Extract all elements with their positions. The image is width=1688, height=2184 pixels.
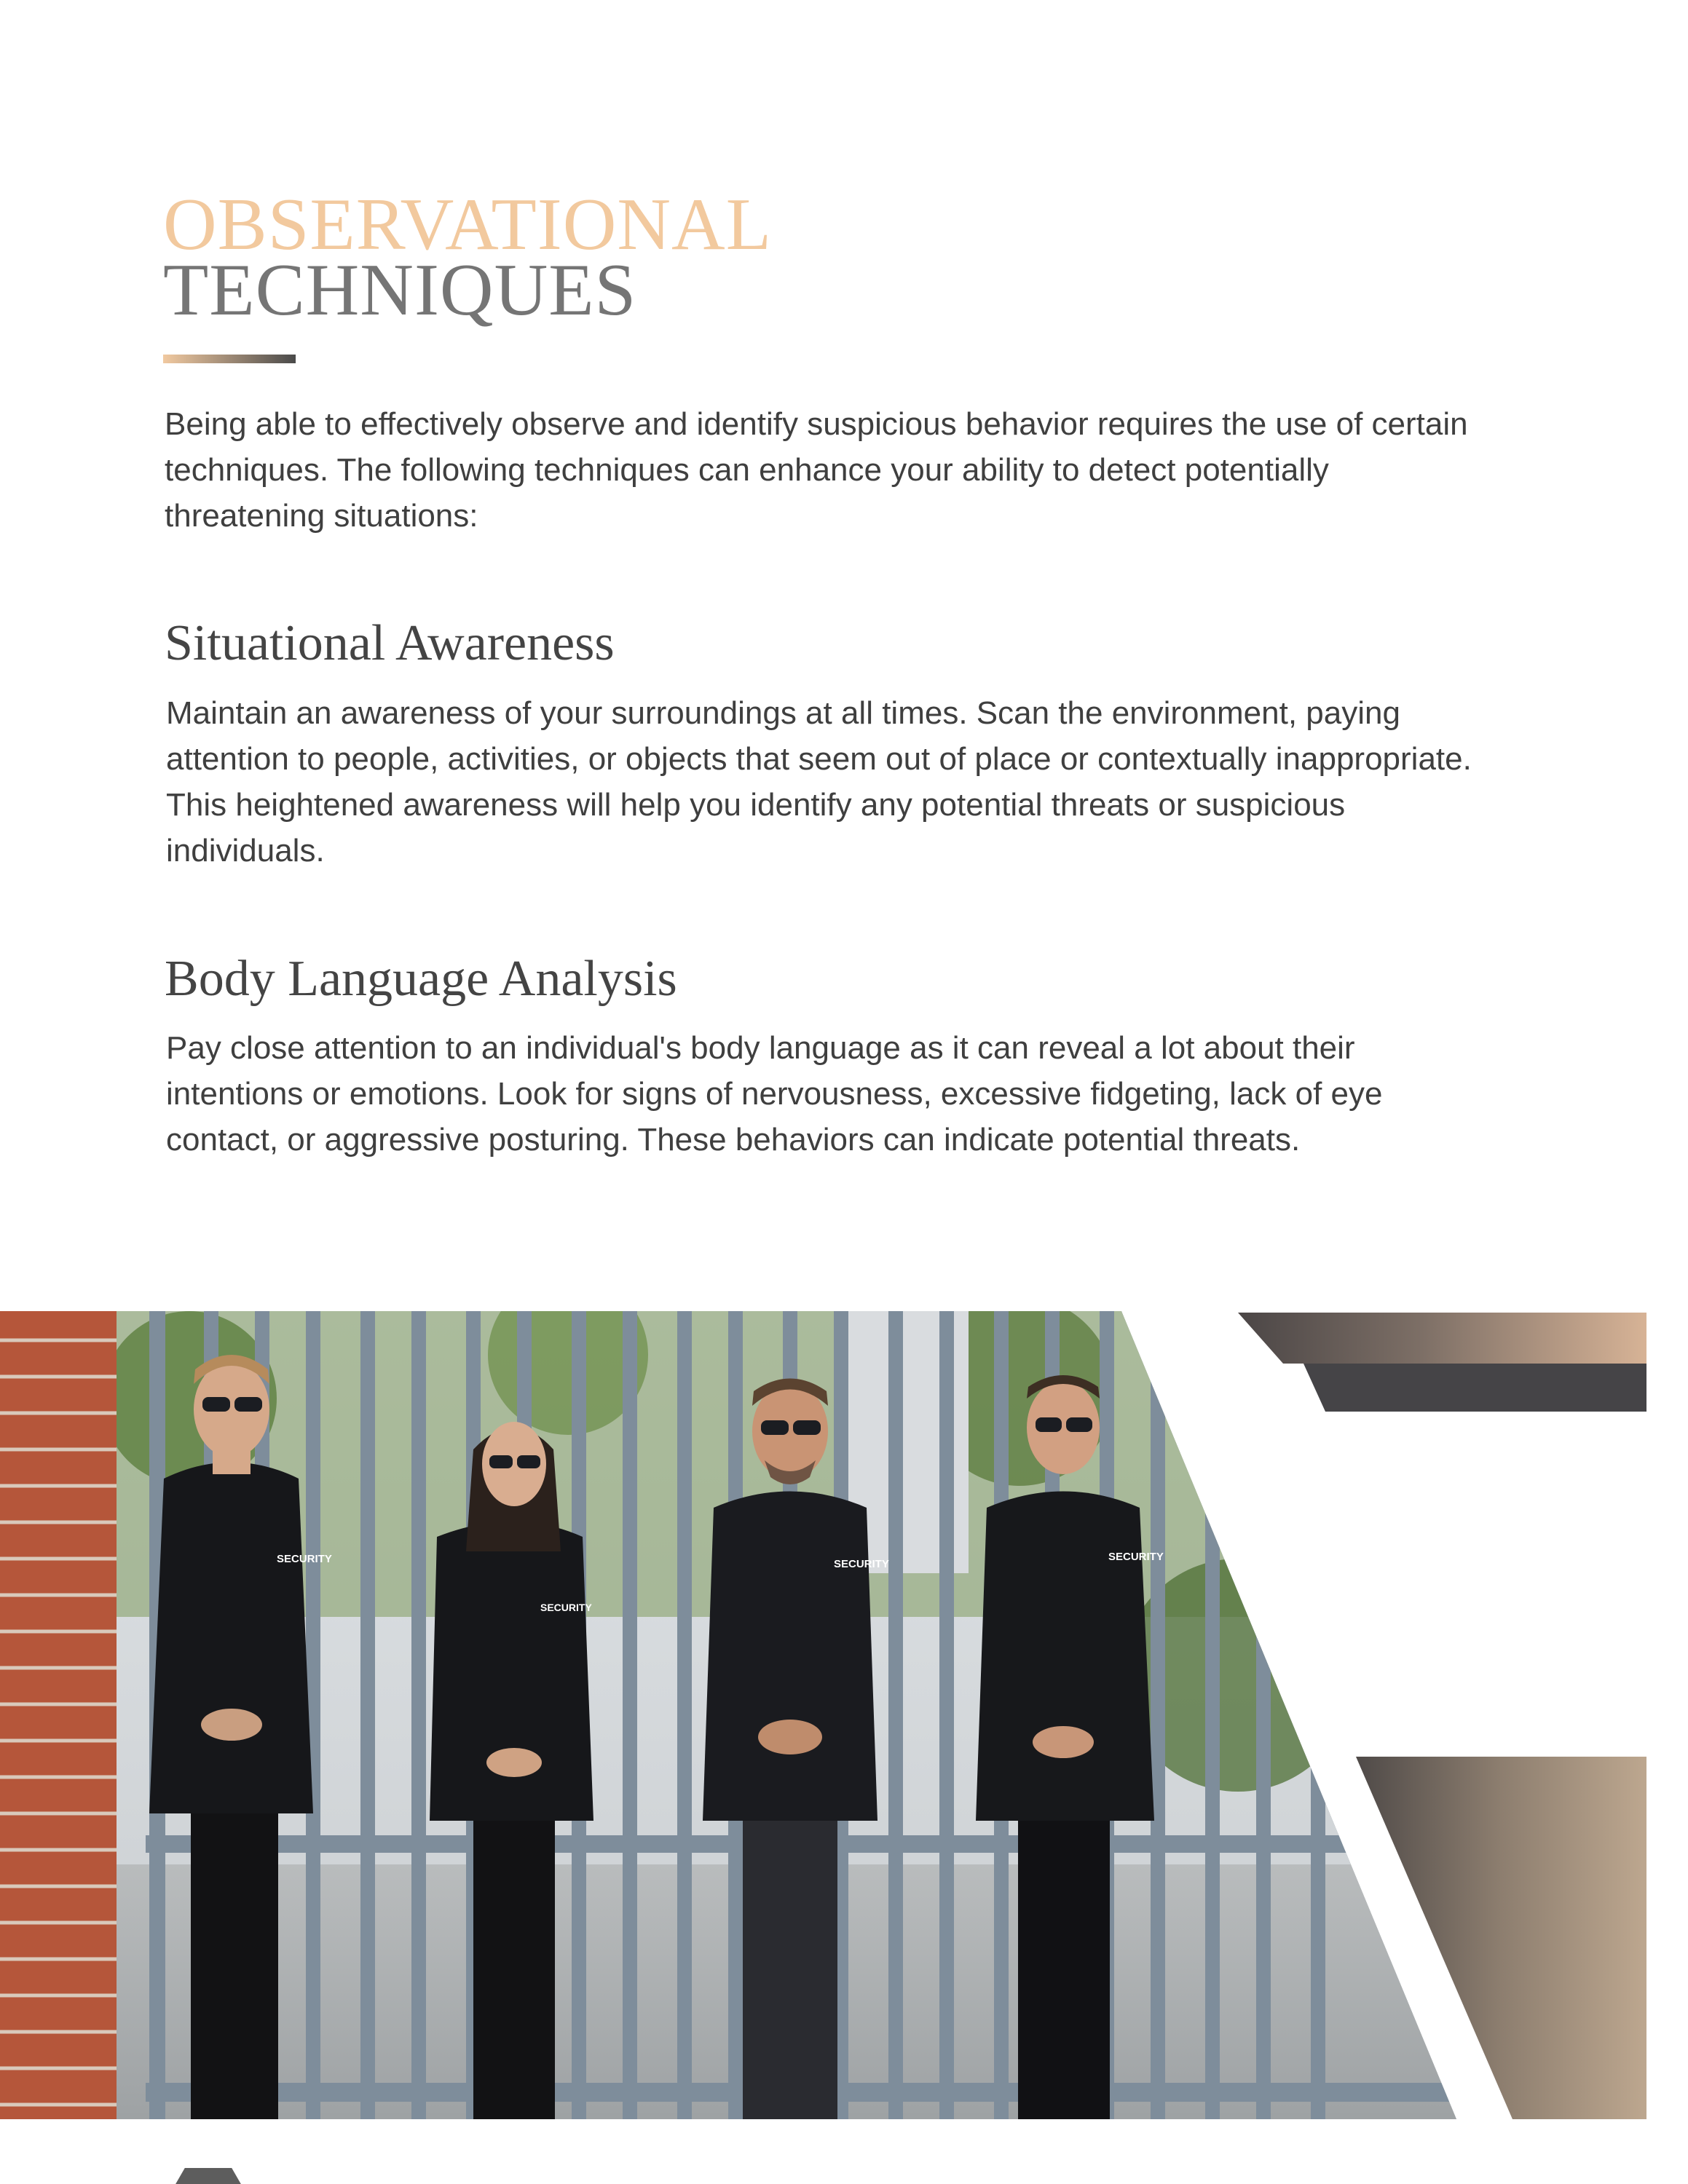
page-title xyxy=(163,183,773,331)
decor-band-top-dark xyxy=(1304,1364,1646,1412)
title-underline-rule xyxy=(163,355,296,363)
decor-band-top xyxy=(1238,1313,1646,1364)
jacket-label-2: SECURITY xyxy=(540,1602,592,1613)
jacket-label-3: SECURITY xyxy=(834,1558,889,1570)
footer-emblem-fragment xyxy=(175,2168,242,2184)
jacket-label-4: SECURITY xyxy=(1108,1551,1164,1563)
paragraph-body-language-analysis: Pay close attention to an individual's body language as it can reveal a lot about their intentions or emotions. Look for signs of nervousness, excessive fidgeting, lack of eye contact, or aggressive posturing. These behaviors can indicate potential threats. xyxy=(166,1030,1383,1158)
brick-pillar xyxy=(0,1311,117,2119)
photo-illustration xyxy=(0,1311,1456,2119)
heading-body-language-analysis: Body Language Analysis xyxy=(165,951,677,1007)
security-team-photo xyxy=(0,1311,1456,2119)
intro-paragraph: Being able to effectively observe and identify suspicious behavior requires the use of certain techniques. The following techniques can enhance your ability to detect potentially threatening situations: xyxy=(165,406,1468,534)
jacket-label-1: SECURITY xyxy=(277,1553,332,1565)
paragraph-situational-awareness: Maintain an awareness of your surroundings at all times. Scan the environment, paying attention to people, activities, or objects that seem out of place or contextually inappropriate. This heightened awareness will help you identify any potential threats or suspicious individuals. xyxy=(166,695,1472,869)
title-line-observational: OBSERVATIONAL xyxy=(163,183,773,266)
title-line-techniques: TECHNIQUES xyxy=(163,249,637,331)
heading-situational-awareness: Situational Awareness xyxy=(165,615,615,671)
